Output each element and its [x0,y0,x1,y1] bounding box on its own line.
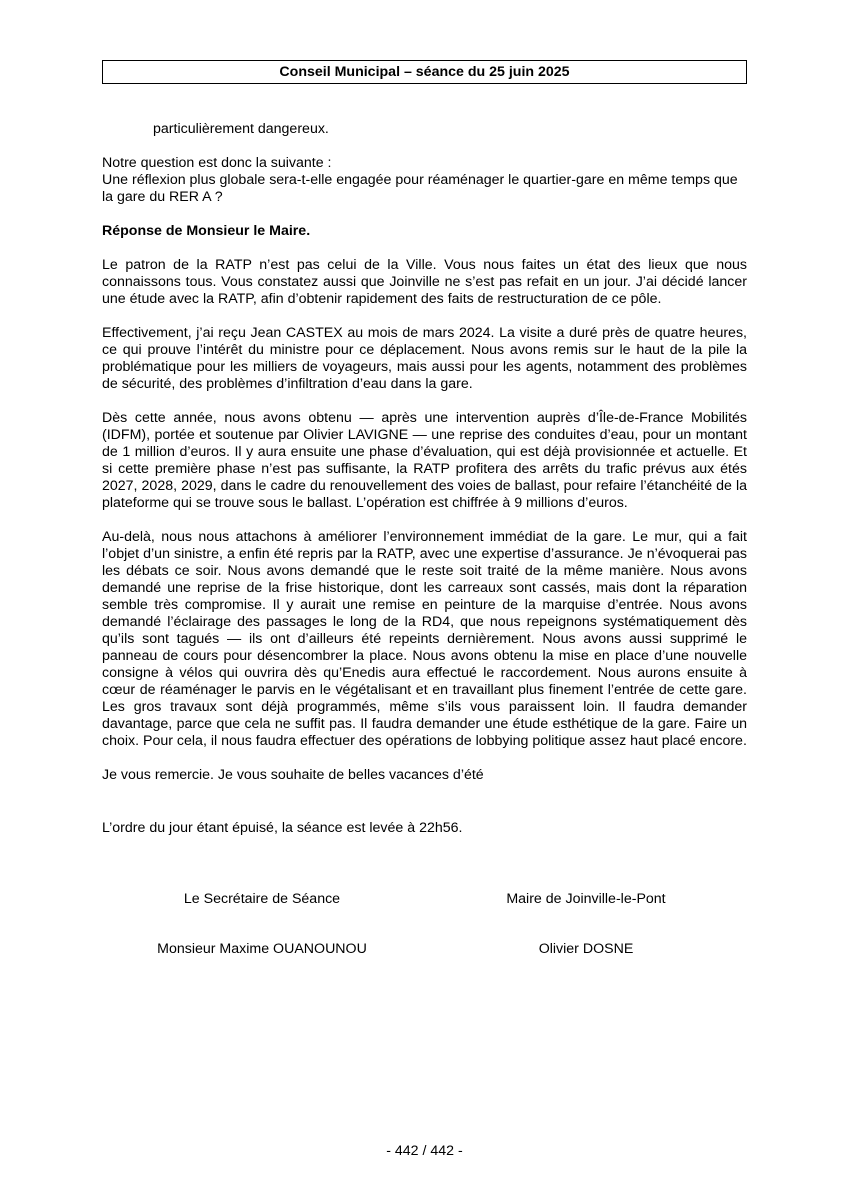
response-heading: Réponse de Monsieur le Maire. [102,223,311,239]
question-intro: Notre question est donc la suivante : [102,155,332,171]
continuation-line: particulièrement dangereux. [153,121,329,137]
document-body [102,121,747,801]
paragraph-1: Le patron de la RATP n’est pas celui de la Ville. Vous nous faites un état des lieux que nous connaissons tous. Vous constatez aussi que Joinville ne s’est pas refait en un jour. J’ai décidé lancer une étude avec la RATP, afin d’obtenir rapidement des faits de restructuration de ce pôle. [102,257,747,307]
paragraph-3: Dès cette année, nous avons obtenu — après une intervention auprès d’Île-de-France Mobilités (IDFM), portée et soutenue par Olivier LAVIGNE — une reprise des conduites d’eau, pour un montant de 1 million d’euros. Il y aura ensuite une phase d’évaluation, qui est déjà provisionnée et actuelle. Et si cette première phase n’est pas suffisante, la RATP profitera des arrêts du trafic prévus aux étés 2027, 2028, 2029, dans le cadre du renouvellement des voies de ballast, pour refaire l’étanchéité de la plateforme qui se trouve sous le ballast. L’opération est chiffrée à 9 millions d’euros. [102,410,747,511]
paragraph-4: Au-delà, nous nous attachons à améliorer l’environnement immédiat de la gare. Le mur, qui a fait l’objet d’un sinistre, a enfin été repris par la RATP, avec une expertise d’assurance. Je n’évoquerai pas les débats ce soir. Nous avons demandé que le reste soit traité de la même manière. Nous avons demandé une reprise de la frise historique, dont les carreaux sont cassés, mais dont la réparation semble très compromise. Il y aurait une remise en peinture de la marquise d’entrée. Nous avons demandé l’éclairage des passages le long de la RD4, que nous repeignons systématiquement dès qu’ils sont tagués — ils ont d’ailleurs été repeints dernièrement. Nous avons aussi supprimé le panneau de cours pour désencombrer la place. Nous avons obtenu la mise en place d’une nouvelle consigne à vélos qui ouvrira dès qu’Enedis aura effectué le raccordement. Nous aurons ensuite à cœur de réaménager le parvis en le végétalisant et en travaillant plus finement l’entrée de cette gare. Les gros travaux sont déjà programmés, même s’ils vous paraissent loin. Il faudra demander davantage, parce que cela ne suffit pas. Il faudra demander une étude esthétique de la gare. Faire un choix. Pour cela, il nous faudra effectuer des opérations de lobbying politique assez haut placé encore. [102,529,747,749]
page-header [102,60,747,84]
header-title: Conseil Municipal – séance du 25 juin 2025 [279,64,570,80]
secretary-title: Le Secrétaire de Séance [183,891,341,907]
secretary-name: Monsieur Maxime OUANOUNOU [157,941,367,957]
mayor-name: Olivier DOSNE [538,941,634,957]
closing-statement: L’ordre du jour étant épuisé, la séance est levée à 22h56. [102,820,463,836]
thanks-line: Je vous remercie. Je vous souhaite de belles vacances d’été [102,767,484,783]
question-block [102,155,747,206]
paragraph-2: Effectivement, j’ai reçu Jean CASTEX au mois de mars 2024. La visite a duré près de quatre heures, ce qui prouve l’intérêt du ministre pour ce déplacement. Nous avons remis sur le haut de la pile la problématique pour les milliers de voyageurs, mais aussi pour les agents, notamment des problèmes de sécurité, des problèmes d’infiltration d’eau dans la gare. [102,325,747,392]
mayor-title: Maire de Joinville-le-Pont [506,891,666,907]
question-text: Une réflexion plus globale sera-t-elle engagée pour réaménager le quartier-gare en même temps que la gare du RER A ? [102,172,738,205]
page-number: - 442 / 442 - [386,1143,463,1159]
